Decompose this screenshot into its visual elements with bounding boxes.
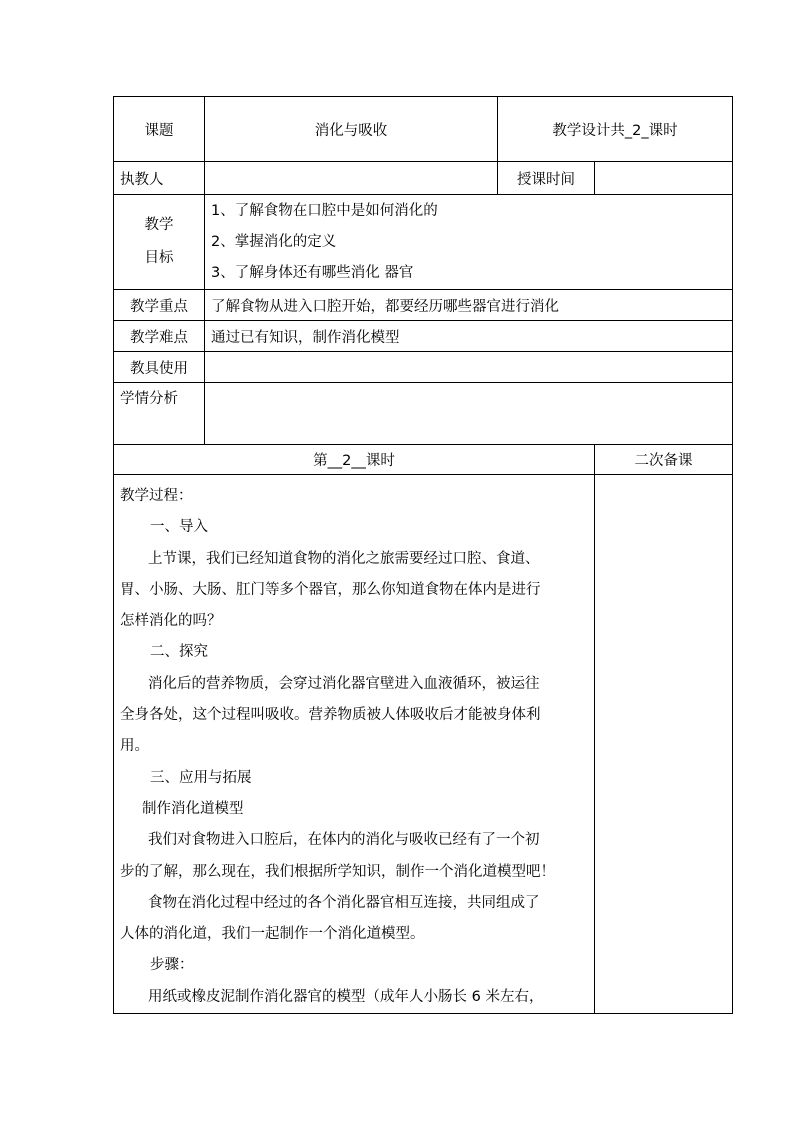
tools-label: 教具使用 — [114, 352, 205, 383]
analysis-text — [205, 383, 733, 445]
analysis-label: 学情分析 — [114, 383, 205, 445]
subsection-heading: 制作消化道模型 — [142, 800, 244, 817]
goals-label-line1: 教学 — [144, 217, 174, 233]
goal-item: 1、了解食物在口腔中是如何消化的 — [211, 203, 438, 219]
row-process — [114, 475, 733, 1014]
design-periods: 教学设计共_2_课时 — [498, 97, 733, 162]
process-title: 教学过程： — [120, 488, 193, 504]
difficulty-text: 通过已有知识，制作消化模型 — [205, 321, 733, 352]
paragraph-line: 人体的消化道，我们一起制作一个消化道模型。 — [120, 926, 425, 943]
paragraph-line: 全身各处，这个过程叫吸收。营养物质被人体吸收后才能被身体利 — [120, 707, 541, 724]
goals-label — [114, 195, 205, 290]
row-difficulty — [114, 321, 733, 352]
paragraph-line: 用纸或橡皮泥制作消化器官的模型（成年人小肠长 6 米左右， — [148, 988, 544, 1005]
goal-item: 3、了解身体还有哪些消化 器官 — [211, 265, 414, 281]
row-lesson-header — [114, 445, 733, 475]
key-point-text: 了解食物从进入口腔开始，都要经历哪些器官进行消化 — [205, 290, 733, 321]
teaching-process — [114, 475, 595, 1014]
row-topic — [114, 97, 733, 162]
class-time-value — [595, 162, 733, 195]
second-prep-label: 二次备课 — [595, 445, 733, 475]
difficulty-label: 教学难点 — [114, 321, 205, 352]
paragraph-line: 上节课，我们已经知道食物的消化之旅需要经过口腔、食道、 — [148, 550, 540, 567]
topic-label: 课题 — [114, 97, 205, 162]
paragraph-line: 我们对食物进入口腔后，在体内的消化与吸收已经有了一个初 — [148, 832, 540, 849]
goals-list — [205, 195, 733, 290]
key-point-label: 教学重点 — [114, 290, 205, 321]
section-heading: 一、导入 — [150, 519, 208, 536]
row-analysis — [114, 383, 733, 445]
lesson-plan-table — [113, 96, 733, 1014]
lesson-period-label: 第__2__课时 — [114, 445, 595, 475]
row-key-point — [114, 290, 733, 321]
row-tools — [114, 352, 733, 383]
teacher-value — [205, 162, 498, 195]
second-prep-column — [595, 475, 733, 1014]
paragraph-line: 怎样消化的吗？ — [120, 613, 222, 630]
teacher-label: 执教人 — [114, 162, 205, 195]
paragraph-line: 步的了解，那么现在，我们根据所学知识，制作一个消化道模型吧！ — [120, 863, 555, 880]
paragraph-line: 食物在消化过程中经过的各个消化器官相互连接，共同组成了 — [148, 894, 540, 911]
steps-heading: 步骤： — [150, 957, 194, 974]
row-teacher — [114, 162, 733, 195]
paragraph-line: 胃、小肠、大肠、肛门等多个器官，那么你知道食物在体内是进行 — [120, 581, 541, 598]
topic-title: 消化与吸收 — [205, 97, 498, 162]
goal-item: 2、掌握消化的定义 — [211, 234, 337, 250]
row-goals — [114, 195, 733, 290]
paragraph-line: 消化后的营养物质，会穿过消化器官壁进入血液循环，被运往 — [148, 675, 540, 692]
section-heading: 二、探究 — [150, 644, 208, 661]
goals-label-line2: 目标 — [144, 250, 174, 266]
tools-text — [205, 352, 733, 383]
section-heading: 三、应用与拓展 — [150, 769, 252, 786]
class-time-label: 授课时间 — [498, 162, 595, 195]
paragraph-line: 用。 — [120, 738, 149, 755]
